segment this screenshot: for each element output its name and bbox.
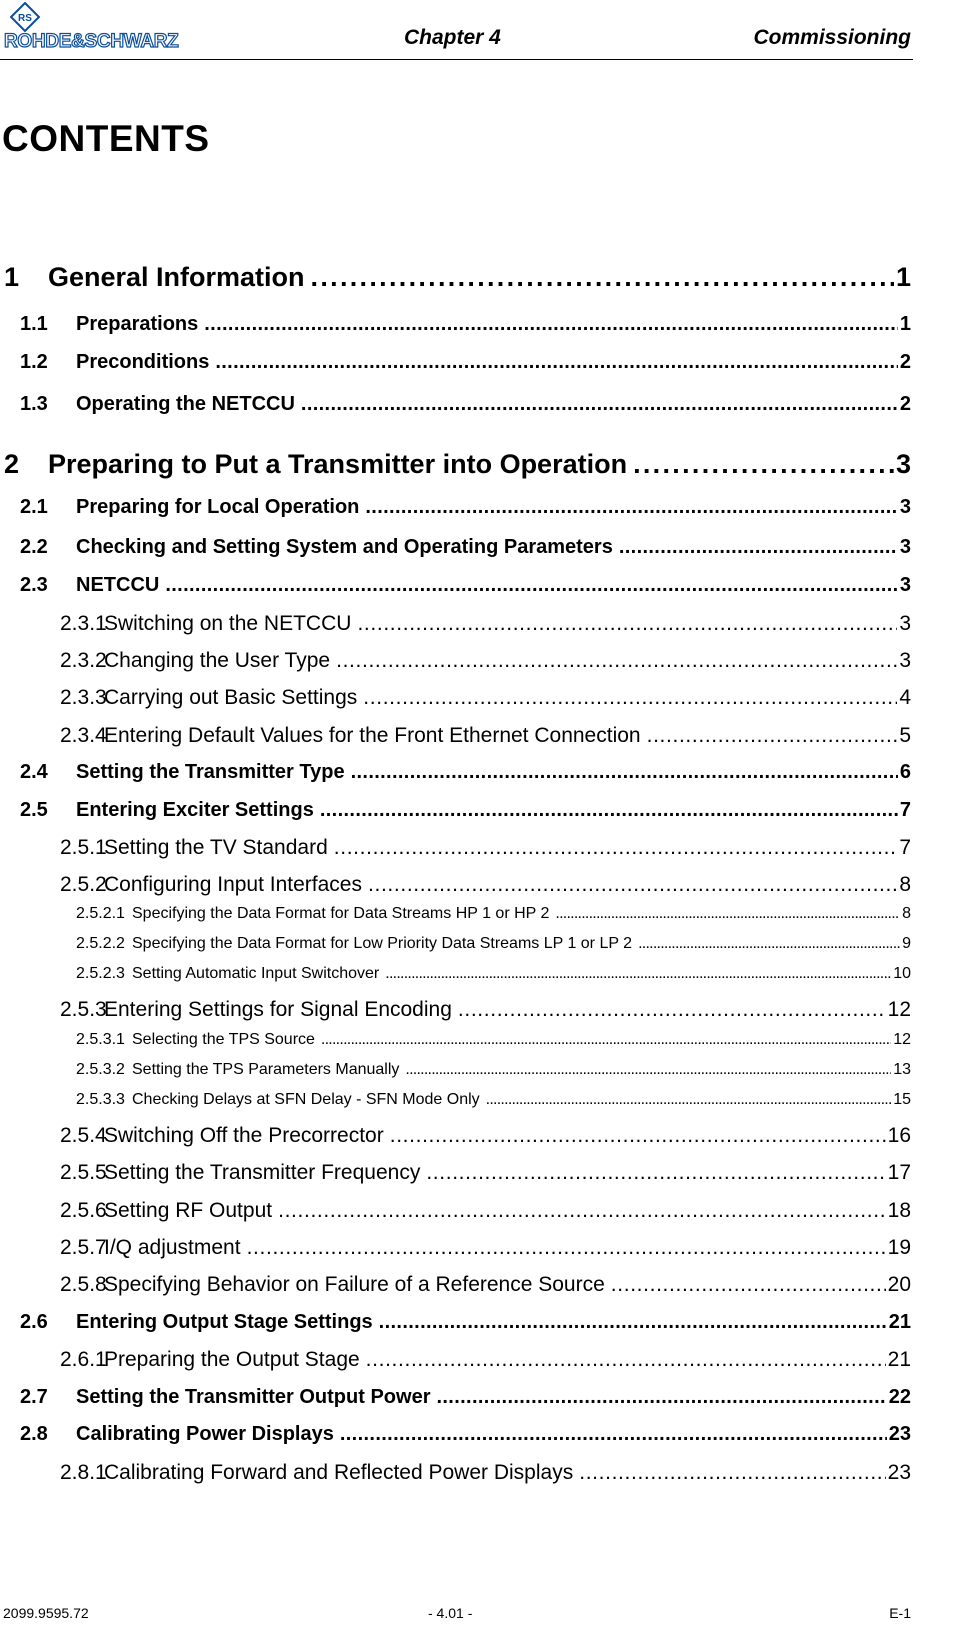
toc-leader-dots — [363, 686, 897, 710]
toc-leader-dots — [366, 1348, 886, 1372]
toc-entry-title: Setting the Transmitter Frequency — [104, 1161, 421, 1184]
toc-entry[interactable] — [76, 1031, 911, 1049]
toc-entry-number: 2.5 — [20, 799, 48, 821]
toc-entry-number: 2.7 — [20, 1386, 48, 1408]
toc-entry[interactable] — [60, 1273, 911, 1297]
toc-entry-page: 21 — [887, 1348, 911, 1371]
toc-entry-number: 2.5.5 — [60, 1161, 107, 1184]
toc-entry-title: General Information — [48, 262, 305, 292]
toc-entry-page: 13 — [893, 1061, 911, 1078]
toc-entry-page: 4 — [899, 686, 911, 709]
contents-title: CONTENTS — [2, 118, 210, 159]
toc-entry[interactable] — [20, 574, 911, 597]
toc-entry-page: 5 — [899, 724, 911, 747]
toc-leader-dots — [633, 449, 894, 480]
toc-leader-dots — [357, 612, 897, 636]
toc-entry[interactable] — [60, 612, 911, 636]
toc-entry[interactable] — [20, 313, 911, 336]
toc-entry-page: 3 — [899, 536, 911, 558]
toc-entry-number: 2.5.8 — [60, 1273, 107, 1296]
toc-entry-page: 12 — [893, 1031, 911, 1048]
toc-entry-number: 2.8.1 — [60, 1461, 107, 1484]
toc-entry-page: 23 — [888, 1423, 911, 1445]
toc-entry-page: 10 — [893, 965, 911, 982]
toc-entry-number: 2.5.2.1 — [76, 905, 125, 922]
toc-entry-page: 1 — [899, 313, 911, 335]
toc-entry[interactable] — [4, 262, 911, 293]
toc-entry-number: 2.5.4 — [60, 1124, 107, 1147]
toc-entry-number: 2.5.2.2 — [76, 935, 125, 952]
toc-entry-number: 1.1 — [20, 313, 48, 335]
toc-leader-dots — [351, 761, 898, 784]
toc-leader-dots — [321, 1031, 891, 1049]
toc-entry-title: Specifying the Data Format for Low Priority Data Streams LP 1 or LP 2 — [132, 935, 633, 952]
toc-entry[interactable] — [20, 1386, 911, 1409]
toc-entry[interactable] — [60, 1199, 911, 1223]
toc-leader-dots — [278, 1199, 886, 1223]
toc-leader-dots — [320, 799, 898, 822]
toc-entry-page: 3 — [895, 449, 911, 479]
toc-entry-page: 8 — [899, 873, 911, 896]
toc-entry-title: Changing the User Type — [104, 649, 331, 672]
toc-entry-page: 17 — [887, 1161, 911, 1184]
toc-entry-title: Preparing the Output Stage — [104, 1348, 360, 1371]
toc-entry-page: 21 — [888, 1311, 911, 1333]
footer-doc-number: 2099.9595.72 — [3, 1605, 89, 1621]
toc-leader-dots — [379, 1311, 887, 1334]
toc-entry-title: NETCCU — [76, 574, 160, 596]
toc-entry[interactable] — [76, 1061, 911, 1079]
toc-entry-title: Checking Delays at SFN Delay - SFN Mode Only — [132, 1091, 480, 1108]
toc-entry-number: 2.3.2 — [60, 649, 107, 672]
toc-entry-page: 16 — [887, 1124, 911, 1147]
footer-page-ref: - 4.01 - — [428, 1605, 473, 1621]
toc-entry-page: 22 — [888, 1386, 911, 1408]
toc-entry-title: Calibrating Forward and Reflected Power Displays — [104, 1461, 574, 1484]
toc-entry[interactable] — [76, 1091, 911, 1109]
toc-entry-page: 18 — [887, 1199, 911, 1222]
toc-entry[interactable] — [60, 686, 911, 710]
toc-entry-number: 2.3.1 — [60, 612, 107, 635]
toc-leader-dots — [340, 1423, 887, 1446]
toc-leader-dots — [204, 313, 898, 336]
toc-entry-title: Entering Output Stage Settings — [76, 1311, 373, 1333]
toc-leader-dots — [426, 1161, 885, 1185]
toc-entry-page: 23 — [887, 1461, 911, 1484]
svg-text:RS: RS — [18, 13, 32, 24]
toc-entry-number: 2.5.2.3 — [76, 965, 125, 982]
toc-entry-title: Selecting the TPS Source — [132, 1031, 315, 1048]
toc-leader-dots — [365, 496, 897, 519]
toc-entry[interactable] — [60, 1461, 911, 1485]
toc-entry[interactable] — [76, 965, 911, 983]
toc-leader-dots — [619, 536, 898, 559]
toc-entry-title: Preparing for Local Operation — [76, 496, 360, 518]
toc-entry[interactable] — [60, 1236, 911, 1260]
toc-leader-dots — [405, 1061, 891, 1079]
header-rule — [0, 59, 913, 60]
toc-entry-title: Preconditions — [76, 351, 210, 373]
toc-entry-page: 3 — [899, 574, 911, 596]
toc-entry-title: Setting RF Output — [104, 1199, 273, 1222]
toc-entry-title: Switching Off the Precorrector — [104, 1124, 384, 1147]
toc-entry-title: Setting the TPS Parameters Manually — [132, 1061, 400, 1078]
toc-leader-dots — [336, 649, 897, 673]
toc-leader-dots — [215, 351, 898, 374]
toc-entry-number: 2.5.7 — [60, 1236, 107, 1259]
toc-entry-page: 12 — [887, 998, 911, 1021]
toc-leader-dots — [579, 1461, 885, 1485]
toc-entry-number: 2.1 — [20, 496, 48, 518]
toc-leader-dots — [555, 905, 900, 923]
toc-entry[interactable] — [20, 1311, 911, 1334]
toc-entry[interactable] — [20, 799, 911, 822]
toc-leader-dots — [385, 965, 891, 983]
toc-entry-page: 8 — [902, 905, 911, 922]
toc-entry-number: 2.6.1 — [60, 1348, 107, 1371]
toc-entry[interactable] — [4, 449, 911, 480]
page-header — [0, 0, 953, 62]
toc-entry-title: Configuring Input Interfaces — [104, 873, 362, 896]
toc-entry-page: 19 — [887, 1236, 911, 1259]
toc-entry[interactable] — [20, 351, 911, 374]
toc-entry[interactable] — [20, 496, 911, 519]
toc-entry-title: Checking and Setting System and Operating Parameters — [76, 536, 613, 558]
toc-entry-page: 2 — [899, 351, 911, 373]
toc-leader-dots — [334, 836, 898, 860]
toc-entry[interactable] — [60, 649, 911, 673]
toc-entry-number: 2 — [4, 449, 20, 479]
header-title: Commissioning — [753, 26, 911, 49]
toc-entry-title: Preparing to Put a Transmitter into Operation — [48, 449, 628, 479]
toc-entry-number: 1.2 — [20, 351, 48, 373]
toc-entry[interactable] — [60, 1124, 911, 1148]
toc-leader-dots — [638, 935, 900, 953]
logo-text: ROHDE&SCHWARZ — [4, 31, 179, 52]
toc-entry[interactable] — [20, 393, 911, 416]
toc-entry-number: 2.2 — [20, 536, 48, 558]
toc-entry[interactable] — [60, 1161, 911, 1185]
toc-entry-page: 1 — [895, 262, 911, 292]
toc-entry-title: Setting Automatic Input Switchover — [132, 965, 380, 982]
toc-entry-page: 2 — [899, 393, 911, 415]
toc-leader-dots — [390, 1124, 886, 1148]
toc-leader-dots — [311, 262, 894, 293]
toc-entry-title: Operating the NETCCU — [76, 393, 295, 415]
toc-leader-dots — [486, 1091, 892, 1109]
toc-entry-number: 2.8 — [20, 1423, 48, 1445]
toc-entry-number: 2.3 — [20, 574, 48, 596]
toc-entry-title: Setting the TV Standard — [104, 836, 328, 859]
toc-entry[interactable] — [60, 873, 911, 897]
toc-entry[interactable] — [20, 536, 911, 559]
toc-entry-number: 2.3.3 — [60, 686, 107, 709]
toc-entry-page: 7 — [899, 799, 911, 821]
toc-entry-page: 7 — [899, 836, 911, 859]
toc-entry[interactable] — [60, 724, 911, 748]
toc-entry[interactable] — [76, 935, 911, 953]
toc-entry-title: Setting the Transmitter Type — [76, 761, 345, 783]
toc-entry-number: 2.6 — [20, 1311, 48, 1333]
toc-entry-number: 1 — [4, 262, 20, 292]
toc-entry-page: 3 — [899, 612, 911, 635]
toc-entry-number: 2.5.1 — [60, 836, 107, 859]
toc-leader-dots — [247, 1236, 886, 1260]
toc-entry-page: 15 — [893, 1091, 911, 1108]
toc-entry-title: Setting the Transmitter Output Power — [76, 1386, 431, 1408]
toc-leader-dots — [647, 724, 898, 748]
toc-entry-title: I/Q adjustment — [104, 1236, 241, 1259]
toc-entry-number: 2.3.4 — [60, 724, 107, 747]
toc-leader-dots — [458, 998, 886, 1022]
toc-leader-dots — [611, 1273, 886, 1297]
toc-entry-title: Calibrating Power Displays — [76, 1423, 334, 1445]
toc-entry[interactable] — [20, 1423, 911, 1446]
toc-entry-number: 2.5.3.2 — [76, 1061, 125, 1078]
toc-entry-number: 2.5.6 — [60, 1199, 107, 1222]
toc-entry[interactable] — [60, 998, 911, 1022]
logo-diamond-icon — [10, 2, 40, 32]
toc-leader-dots — [301, 393, 898, 416]
toc-entry-title: Specifying the Data Format for Data Streams HP 1 or HP 2 — [132, 905, 550, 922]
rohde-schwarz-logo — [2, 2, 232, 50]
toc-entry-title: Switching on the NETCCU — [104, 612, 352, 635]
toc-leader-dots — [368, 873, 897, 897]
toc-entry-number: 1.3 — [20, 393, 48, 415]
toc-entry[interactable] — [60, 1348, 911, 1372]
toc-leader-dots — [436, 1386, 886, 1409]
toc-entry-title: Preparations — [76, 313, 199, 335]
header-chapter: Chapter 4 — [404, 26, 501, 49]
toc-entry[interactable] — [76, 905, 911, 923]
toc-entry-number: 2.5.3.3 — [76, 1091, 125, 1108]
toc-entry-number: 2.5.3 — [60, 998, 107, 1021]
toc-entry-page: 20 — [887, 1273, 911, 1296]
toc-entry-page: 3 — [899, 649, 911, 672]
footer-edition: E-1 — [889, 1605, 911, 1621]
toc-entry-number: 2.5.2 — [60, 873, 107, 896]
toc-entry[interactable] — [60, 836, 911, 860]
toc-entry-page: 9 — [902, 935, 911, 952]
toc-entry-title: Specifying Behavior on Failure of a Reference Source — [104, 1273, 605, 1296]
toc-entry-number: 2.5.3.1 — [76, 1031, 125, 1048]
toc-entry[interactable] — [20, 761, 911, 784]
toc-entry-page: 3 — [899, 496, 911, 518]
toc-entry-page: 6 — [899, 761, 911, 783]
toc-entry-number: 2.4 — [20, 761, 48, 783]
toc-leader-dots — [165, 574, 898, 597]
toc-entry-title: Carrying out Basic Settings — [104, 686, 358, 709]
toc-entry-title: Entering Settings for Signal Encoding — [104, 998, 452, 1021]
toc-entry-title: Entering Exciter Settings — [76, 799, 314, 821]
toc-entry-title: Entering Default Values for the Front Ethernet Connection — [104, 724, 641, 747]
